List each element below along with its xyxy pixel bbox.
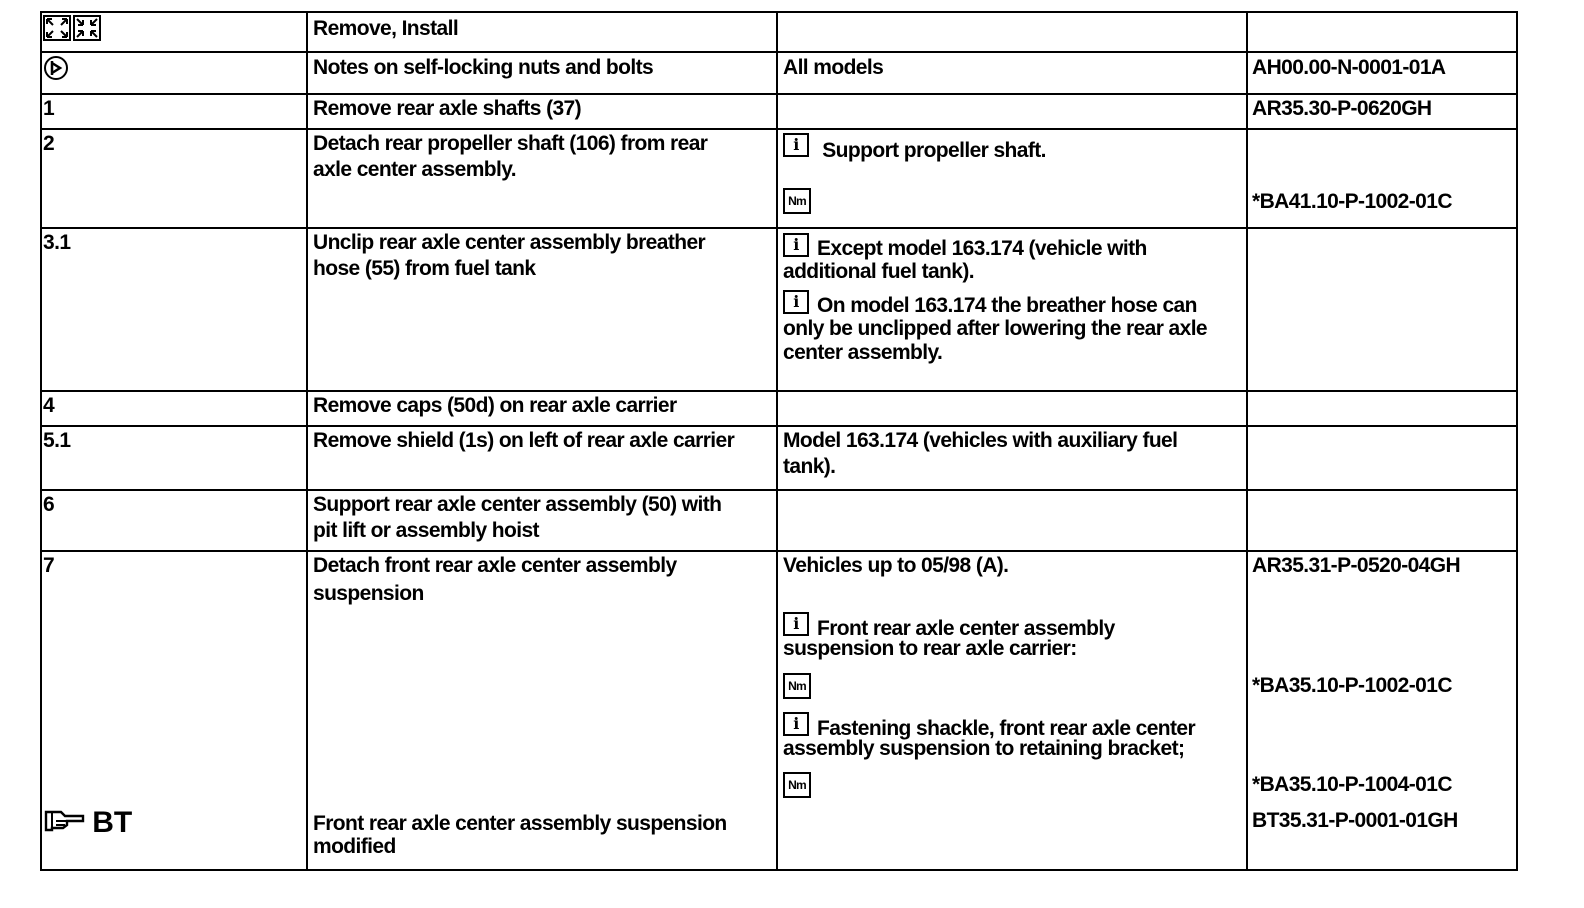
- column-divider: [40, 11, 42, 871]
- step-number: 6: [43, 493, 55, 516]
- step-number: 7: [43, 554, 55, 577]
- document-reference-link[interactable]: BT35.31-P-0001-01GH: [1252, 809, 1458, 832]
- torque-spec-icon: Nm: [783, 772, 811, 798]
- repair-instruction-table: [40, 11, 1518, 872]
- step-description: Notes on self-locking nuts and bolts: [313, 56, 654, 79]
- document-reference-link[interactable]: AR35.31-P-0520-04GH: [1252, 554, 1461, 577]
- info-icon: i: [783, 612, 809, 636]
- info-note: i Except model 163.174 (vehicle with additional fuel tank).: [783, 235, 1147, 283]
- row-divider: [40, 227, 1518, 229]
- pointing-hand-icon: [43, 808, 87, 834]
- model-applicability: All models: [783, 56, 884, 79]
- torque-spec-icon: Nm: [783, 188, 811, 214]
- row-divider: [40, 425, 1518, 427]
- info-icon: i: [783, 233, 809, 257]
- info-note: i On model 163.174 the breather hose can only be unclipped after lowering the rear axle center assembly.: [783, 292, 1208, 364]
- info-note: i Fastening shackle, front rear axle center assembly suspension to retaining bracket;: [783, 714, 1196, 760]
- self-locking-nut-icon: [43, 55, 71, 90]
- row-divider: [40, 93, 1518, 95]
- service-bulletin-marker: [43, 808, 132, 839]
- step-description: Remove caps (50d) on rear axle carrier: [313, 394, 677, 417]
- column-divider: [776, 11, 778, 871]
- step-number: 3.1: [43, 231, 71, 254]
- row-divider: [40, 128, 1518, 130]
- model-applicability: Model 163.174 (vehicles with auxiliary fuel tank).: [783, 429, 1178, 478]
- table-border-right: [1516, 11, 1518, 871]
- bt-description: Front rear axle center assembly suspension modified: [313, 812, 727, 858]
- step-number: 1: [43, 97, 55, 120]
- column-divider: [1246, 11, 1248, 871]
- document-reference-link[interactable]: AR35.30-P-0620GH: [1252, 97, 1432, 120]
- info-icon: i: [783, 712, 809, 736]
- model-applicability: Vehicles up to 05/98 (A).: [783, 554, 1009, 577]
- row-divider: [40, 489, 1518, 491]
- info-icon: i: [783, 290, 809, 314]
- document-reference-link[interactable]: *BA41.10-P-1002-01C: [1252, 190, 1452, 213]
- row-divider: [40, 51, 1518, 53]
- step-description: Support rear axle center assembly (50) with pit lift or assembly hoist: [313, 493, 722, 542]
- document-reference-link[interactable]: *BA35.10-P-1002-01C: [1252, 674, 1452, 697]
- step-description: Unclip rear axle center assembly breather hose (55) from fuel tank: [313, 231, 706, 280]
- step-title: Remove, Install: [313, 17, 459, 40]
- info-note: i Support propeller shaft.: [783, 132, 1046, 158]
- step-description: Detach front rear axle center assembly suspension: [313, 554, 677, 605]
- step-number: 5.1: [43, 429, 71, 452]
- table-border-bottom: [40, 869, 1518, 871]
- step-number: 2: [43, 132, 55, 155]
- torque-spec-icon: Nm: [783, 673, 811, 699]
- step-description: Remove shield (1s) on left of rear axle carrier: [313, 429, 735, 452]
- bt-label: BT: [92, 806, 133, 839]
- step-number: 4: [43, 394, 55, 417]
- info-note: i Front rear axle center assembly suspension to rear axle carrier:: [783, 614, 1115, 660]
- table-border-top: [40, 11, 1518, 13]
- info-icon: i: [783, 133, 809, 157]
- document-reference-link[interactable]: *BA35.10-P-1004-01C: [1252, 773, 1452, 796]
- document-reference-link[interactable]: AH00.00-N-0001-01A: [1252, 56, 1446, 79]
- row-divider: [40, 550, 1518, 552]
- step-description: Remove rear axle shafts (37): [313, 97, 582, 120]
- remove-install-icon: [43, 15, 103, 50]
- column-divider: [306, 11, 308, 871]
- row-divider: [40, 390, 1518, 392]
- step-description: Detach rear propeller shaft (106) from rear axle center assembly.: [313, 132, 708, 181]
